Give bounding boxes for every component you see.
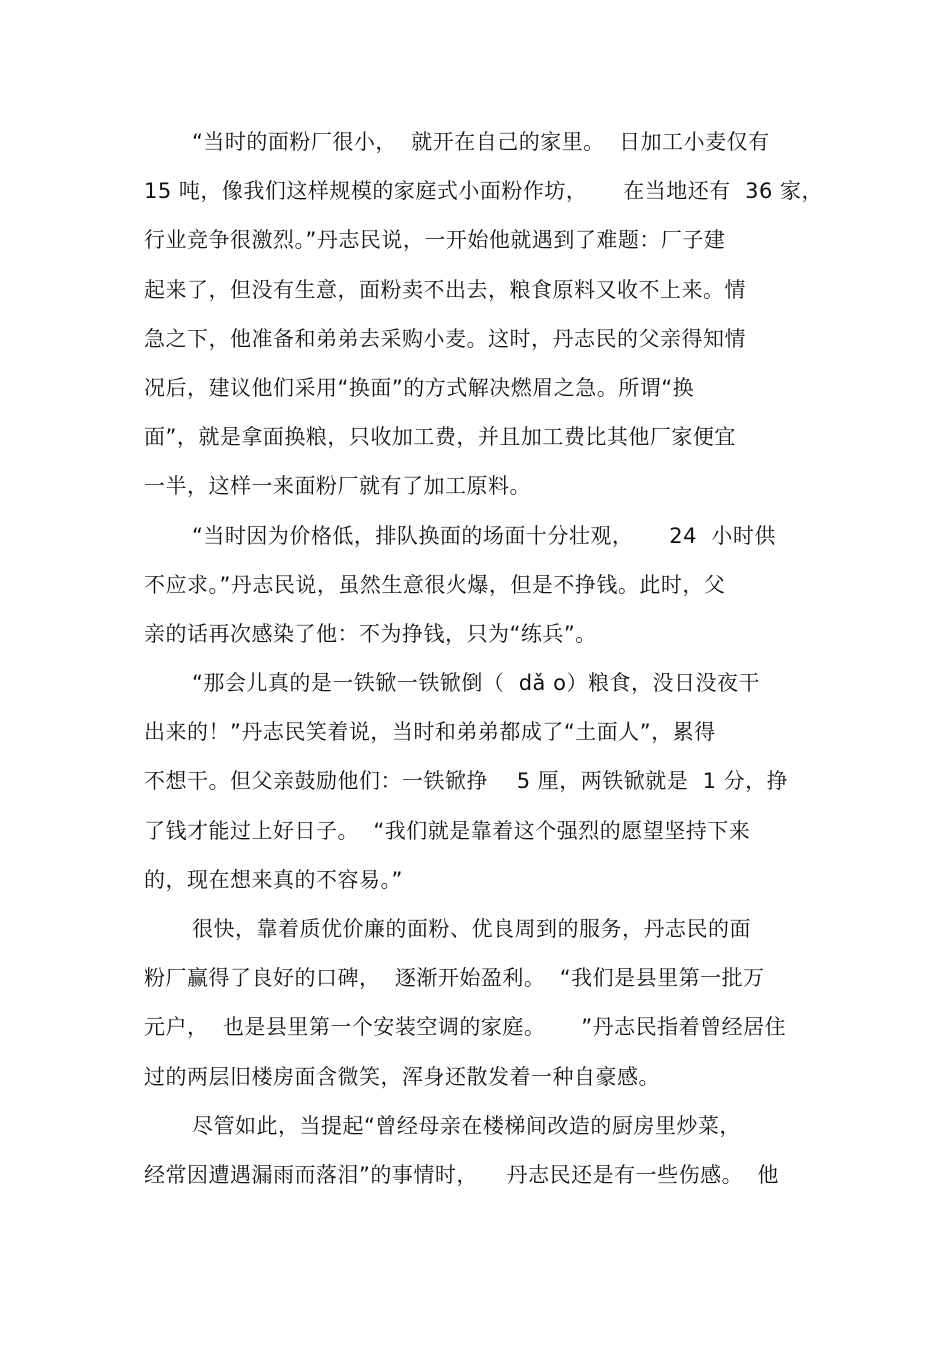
paragraph-2-line-2: 不应求。”丹志民说，虽然生意很火爆，但是不挣钱。此时，父 [144,572,726,597]
paragraph-1-line-7: 面”，就是拿面换粮，只收加工费，并且加工费比其他厂家便宜 [144,425,736,450]
paragraph-3-line-1: “那会儿真的是一铁锨一铁锨倒（ dǎ o）粮食，没日没夜干 [192,671,760,696]
paragraph-1-line-2: 15 吨，像我们这样规模的家庭式小面粉作坊， 在当地还有 36 家， [144,179,824,204]
paragraph-3-line-2: 出来的！”丹志民笑着说，当时和弟弟都成了“土面人”，累得 [144,720,716,745]
paragraph-1-line-5: 急之下，他准备和弟弟去采购小麦。这时，丹志民的父亲得知情 [144,326,746,351]
paragraph-5-line-1: 尽管如此，当提起“曾经母亲在楼梯间改造的厨房里炒菜， [192,1113,741,1138]
paragraph-4-line-2: 粉厂赢得了良好的口碑， 逐渐开始盈利。 “我们是县里第一批万 [144,966,765,991]
paragraph-2-line-3: 亲的话再次感染了他：不为挣钱，只为“练兵”。 [144,621,597,646]
paragraph-4-line-1: 很快，靠着质优价廉的面粉、优良周到的服务，丹志民的面 [192,917,751,941]
paragraph-1-line-6: 况后，建议他们采用“换面”的方式解决燃眉之急。所谓“换 [144,375,695,400]
paragraph-1-line-4: 起来了，但没有生意，面粉卖不出去，粮食原料又收不上来。情 [144,277,746,302]
article-body [144,118,824,1200]
paragraph-1-line-1: “当时的面粉厂很小， 就开在自己的家里。 日加工小麦仅有 [192,130,770,154]
paragraph-4-line-4: 过的两层旧楼房面含微笑，浑身还散发着一种自豪感。 [144,1064,660,1089]
paragraph-2-line-1: “当时因为价格低，排队换面的场面十分壮观， 24 小时供 [192,523,776,548]
paragraph-3-line-4: 了钱才能过上好日子。 “我们就是靠着这个强烈的愿望坚持下来 [144,818,751,843]
paragraph-3-line-3: 不想干。但父亲鼓励他们：一铁锨挣 5 厘，两铁锨就是 1 分，挣 [144,769,789,794]
paragraph-5-line-2: 经常因遭遇漏雨而落泪”的事情时， 丹志民还是有一些伤感。 他 [144,1162,779,1187]
paragraph-4-line-3: 元户， 也是县里第一个安装空调的家庭。 ”丹志民指着曾经居住 [144,1015,787,1040]
paragraph-1-line-3: 行业竞争很激烈。”丹志民说，一开始他就遇到了难题：厂子建 [144,228,726,253]
paragraph-1-line-8: 一半，这样一来面粉厂就有了加工原料。 [144,474,531,499]
paragraph-3-line-5: 的，现在想来真的不容易。” [144,867,403,892]
